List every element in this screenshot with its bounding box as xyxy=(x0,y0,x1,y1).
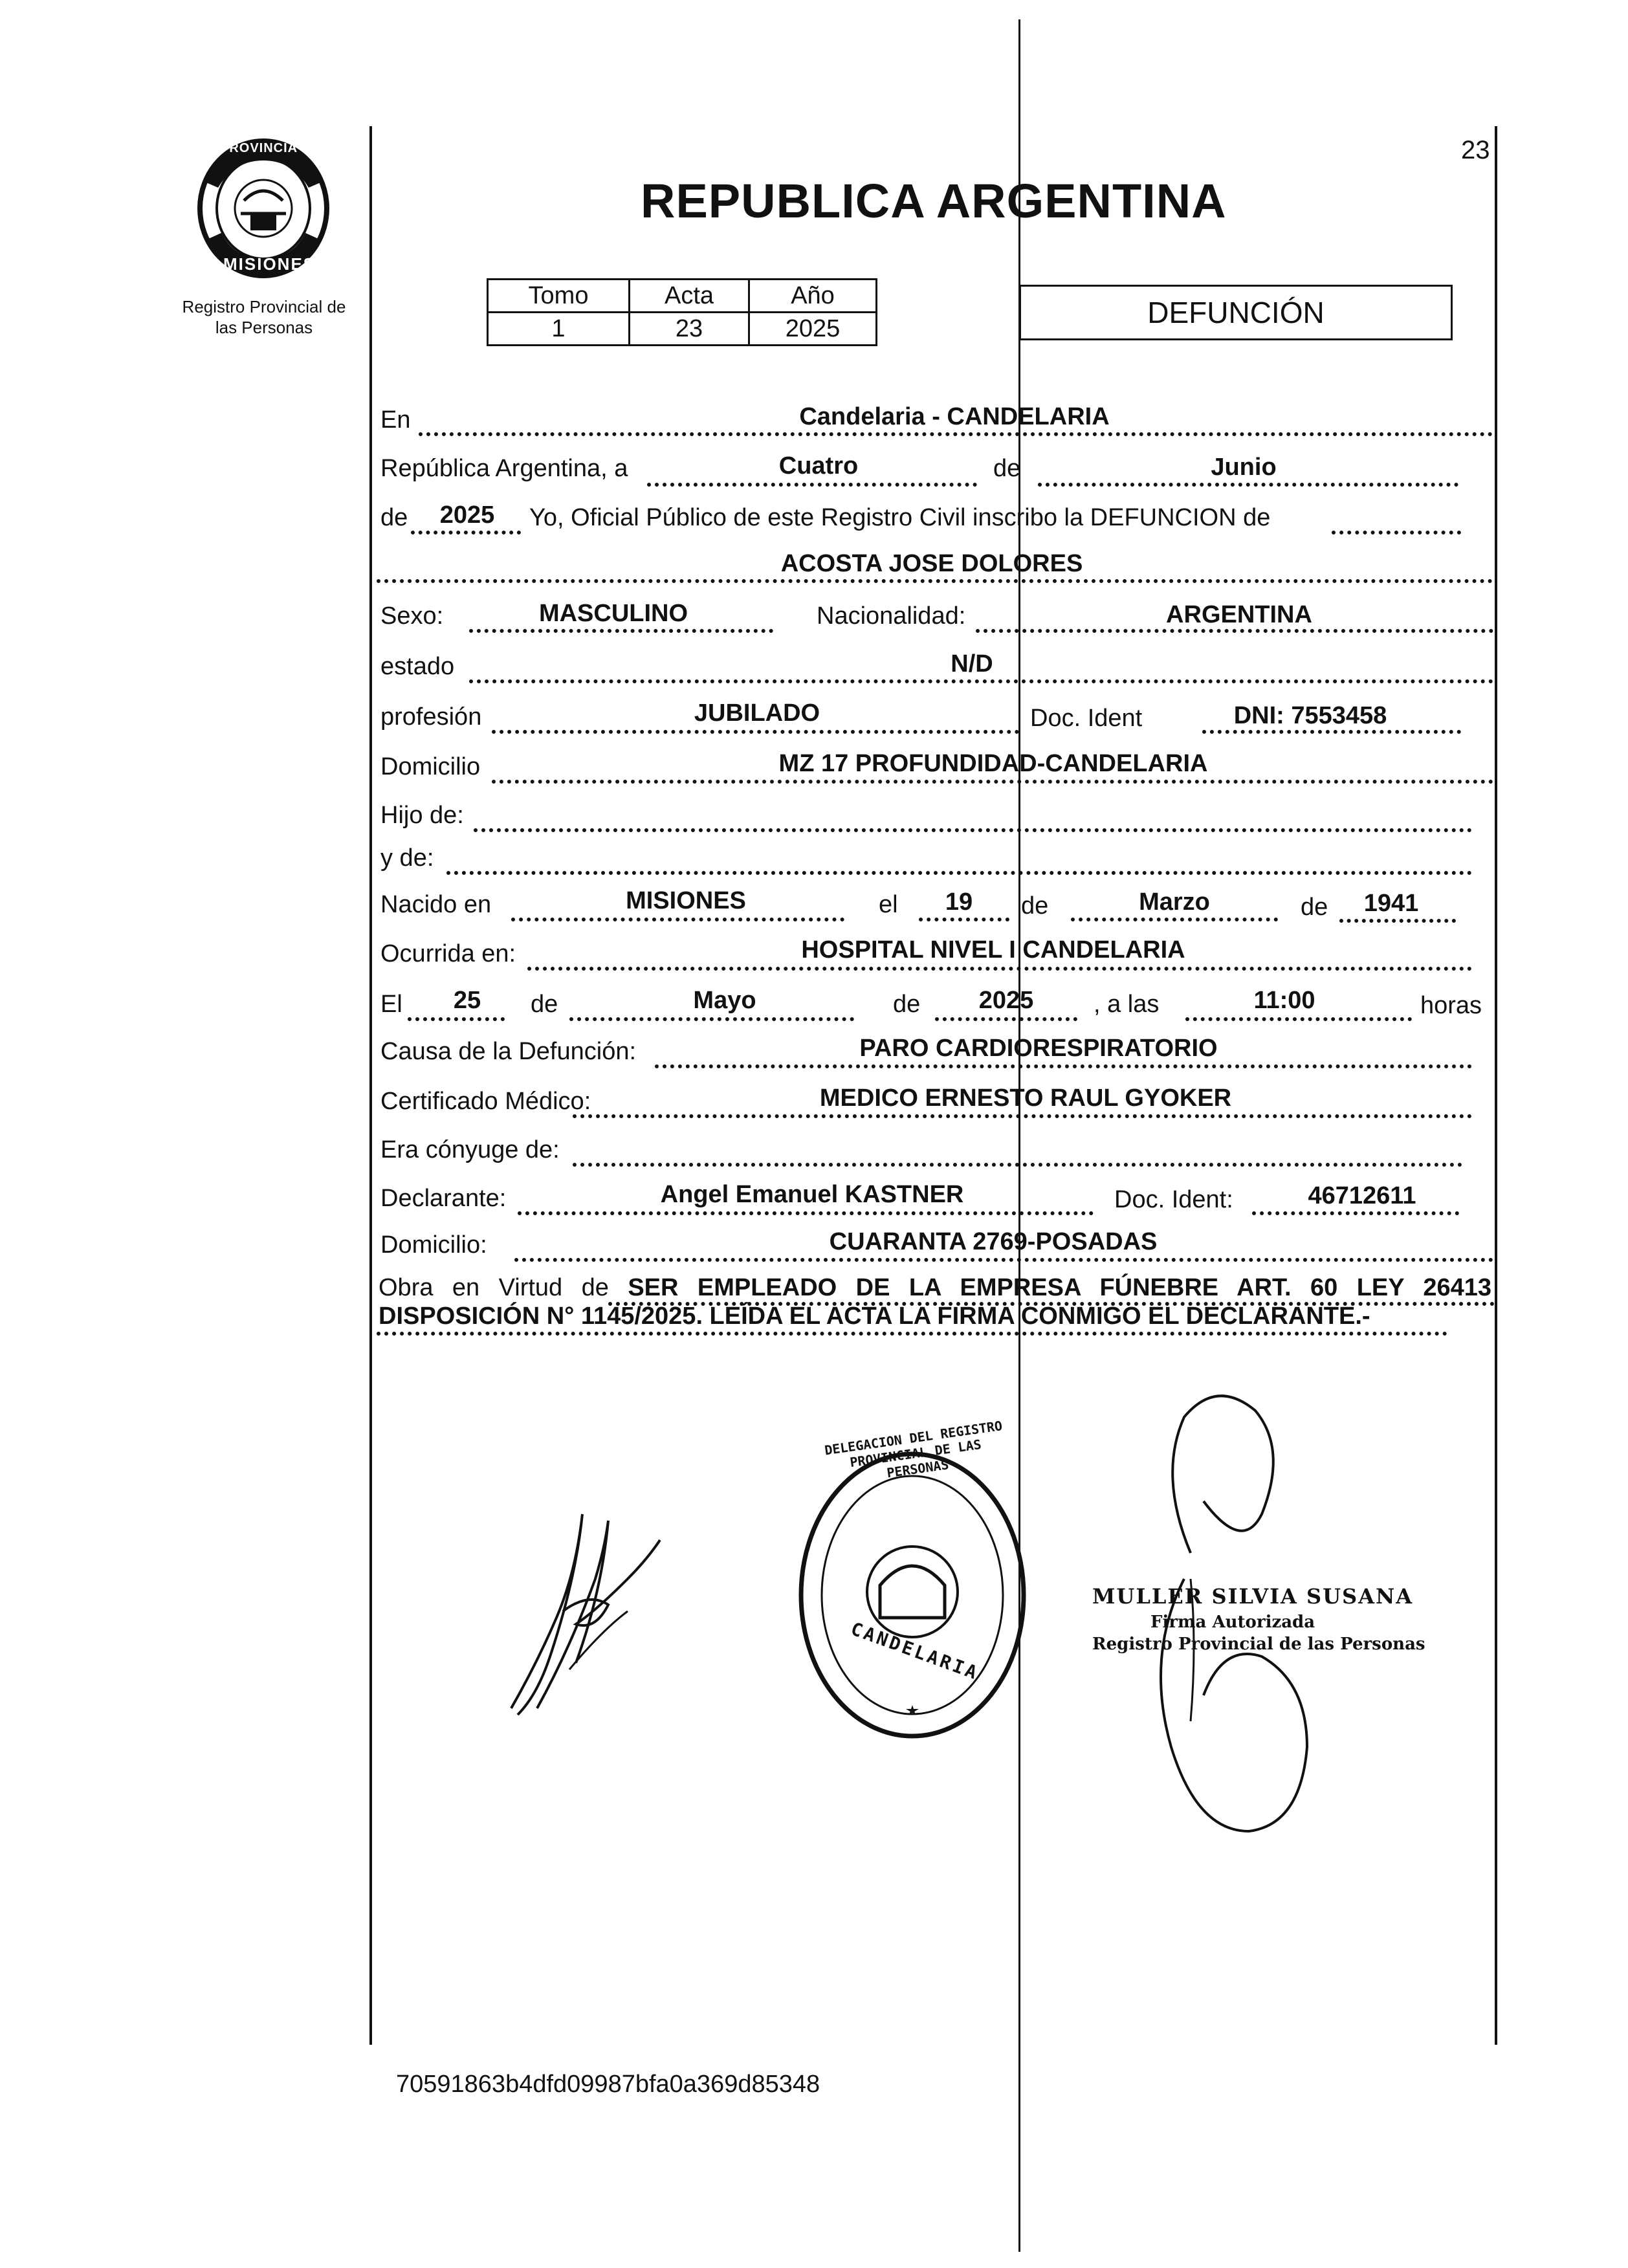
certificado-dotted-line xyxy=(573,1114,1472,1118)
de5-label: de xyxy=(531,991,558,1018)
obra-dotted-line-1 xyxy=(608,1302,1495,1306)
year-dotted-line xyxy=(411,531,521,534)
right-margin-rule xyxy=(1495,126,1497,2045)
profesion-label: profesión xyxy=(380,703,482,731)
birth-year-dotted-line xyxy=(1339,919,1456,923)
declarante-value: Angel Emanuel KASTNER xyxy=(660,1181,964,1208)
de3-label: de xyxy=(1021,892,1049,919)
domicilio-label: Domicilio xyxy=(380,753,481,780)
en-dotted-line xyxy=(419,432,1493,436)
declarant-signature xyxy=(498,1501,679,1721)
year-value: 2025 xyxy=(439,501,495,529)
ocurrida-value: HOSPITAL NIVEL I CANDELARIA xyxy=(801,936,1185,963)
death-time-dotted-line xyxy=(1185,1017,1412,1021)
profesion-value: JUBILADO xyxy=(694,699,820,727)
month-dotted-line xyxy=(1038,483,1458,487)
document-hash: 70591863b4dfd09987bfa0a369d85348 xyxy=(396,2071,820,2098)
estado-value: N/D xyxy=(951,650,993,677)
value-tomo: 1 xyxy=(488,313,630,346)
doc-ident2-value: 46712611 xyxy=(1308,1182,1416,1209)
signer-role: Firma Autorizada xyxy=(1150,1613,1315,1632)
sexo-dotted-line xyxy=(469,629,773,633)
death-year-dotted-line xyxy=(935,1017,1077,1021)
value-acta: 23 xyxy=(630,313,749,346)
value-anio: 2025 xyxy=(749,313,877,346)
death-time: 11:00 xyxy=(1253,987,1315,1014)
sexo-label: Sexo: xyxy=(380,602,444,630)
header-anio: Año xyxy=(749,280,877,313)
nacionalidad-dotted-line xyxy=(976,629,1493,633)
declarante-dotted-line xyxy=(518,1211,1094,1215)
doc-ident-label: Doc. Ident xyxy=(1030,705,1143,732)
signature-block xyxy=(1092,1584,1425,1654)
republica-label: República Argentina, a xyxy=(380,455,628,482)
estado-dotted-line xyxy=(469,679,1493,683)
seal-top-text: PROVINCIA DE xyxy=(220,141,321,155)
birth-month: Marzo xyxy=(1139,888,1210,916)
causa-label: Causa de la Defunción: xyxy=(380,1038,637,1065)
sexo-value: MASCULINO xyxy=(538,600,688,627)
header-acta: Acta xyxy=(630,280,749,313)
oficial-dotted-line xyxy=(1332,531,1461,534)
registry-name-line2: las Personas xyxy=(215,318,313,337)
domicilio-dotted-line xyxy=(492,780,1493,784)
page-number: 23 xyxy=(1461,136,1490,164)
record-table-value-row xyxy=(488,313,877,346)
ocurrida-label: Ocurrida en: xyxy=(380,940,516,967)
day-word: Cuatro xyxy=(778,452,859,479)
left-margin-rule xyxy=(369,126,372,2045)
el-label: el xyxy=(879,891,898,918)
registry-name-line1: Registro Provincial de xyxy=(182,297,346,316)
profesion-dotted-line xyxy=(492,730,1019,734)
seal-bottom-text: MISIONES xyxy=(223,254,316,274)
birth-day-dotted-line xyxy=(919,918,1009,921)
domicilio2-dotted-line xyxy=(514,1258,1493,1262)
en-label: En xyxy=(380,406,411,434)
death-day: 25 xyxy=(453,987,481,1014)
horas-label: horas xyxy=(1420,992,1482,1019)
death-year: 2025 xyxy=(978,987,1034,1014)
record-table xyxy=(487,278,877,346)
domicilio2-label: Domicilio: xyxy=(380,1231,487,1259)
doc-ident-value: DNI: 7553458 xyxy=(1233,702,1387,729)
stamp-center-text: CANDELARIA xyxy=(848,1618,982,1684)
oficial-text: Yo, Oficial Público de este Registro Civil inscribo la DEFUNCION de xyxy=(529,504,1271,531)
ocurrida-dotted-line xyxy=(527,967,1472,971)
doc-ident2-dotted-line xyxy=(1252,1211,1459,1215)
domicilio2-value: CUARANTA 2769-POSADAS xyxy=(829,1228,1158,1255)
birth-day: 19 xyxy=(945,888,973,916)
obra-text: SER EMPLEADO DE LA EMPRESA FÚNEBRE ART. 60 LEY 26413 DISPOSICIÓN N° 1145/2025. LEÍDA EL ACTA LA FIRMA CONMIGO EL DECLARANTE.- xyxy=(379,1274,1492,1330)
record-table-header-row xyxy=(488,280,877,313)
de6-label: de xyxy=(893,991,921,1018)
record-type-box xyxy=(1019,285,1453,340)
obra-label: Obra en Virtud de xyxy=(379,1274,609,1301)
month-word: Junio xyxy=(1211,454,1277,481)
name-dotted-line xyxy=(377,579,1493,583)
record-type: DEFUNCIÓN xyxy=(1147,296,1325,329)
conyuge-dotted-line xyxy=(573,1163,1462,1167)
nacionalidad-value: ARGENTINA xyxy=(1166,601,1312,628)
conyuge-label: Era cónyuge de: xyxy=(380,1136,560,1163)
certificado-value: MEDICO ERNESTO RAUL GYOKER xyxy=(819,1084,1232,1112)
certificado-label: Certificado Médico: xyxy=(380,1088,591,1115)
de2-label: de xyxy=(380,504,408,531)
hijo-dotted-line xyxy=(474,828,1472,832)
nacionalidad-label: Nacionalidad: xyxy=(817,602,966,630)
nacido-dotted-line xyxy=(511,918,844,921)
domicilio-value: MZ 17 PROFUNDIDAD-CANDELARIA xyxy=(778,750,1208,777)
death-month: Mayo xyxy=(693,987,756,1014)
a-las-label: , a las xyxy=(1094,991,1160,1018)
hijo-label: Hijo de: xyxy=(380,802,464,829)
deceased-name: ACOSTA JOSE DOLORES xyxy=(780,550,1083,577)
death-month-dotted-line xyxy=(569,1017,854,1021)
signer-name: MULLER SILVIA SUSANA xyxy=(1092,1584,1414,1609)
death-day-dotted-line xyxy=(408,1017,505,1021)
birth-month-dotted-line xyxy=(1071,918,1278,921)
obra-dotted-line-2 xyxy=(377,1332,1447,1336)
registry-name xyxy=(160,296,368,338)
signer-office: Registro Provincial de las Personas xyxy=(1092,1635,1425,1654)
header-tomo: Tomo xyxy=(488,280,630,313)
causa-dotted-line xyxy=(655,1064,1472,1068)
el2-label: El xyxy=(380,991,402,1018)
nacido-label: Nacido en xyxy=(380,891,492,918)
de4-label: de xyxy=(1301,894,1328,921)
day-dotted-line xyxy=(647,483,977,487)
stamp-ring-text: DELEGACION DEL REGISTRO PROVINCIAL DE LAS PERSONAS xyxy=(823,1418,1004,1481)
nacido-value: MISIONES xyxy=(626,887,746,914)
doc-ident2-label: Doc. Ident: xyxy=(1114,1186,1233,1213)
en-value: Candelaria - CANDELARIA xyxy=(799,403,1110,430)
causa-value: PARO CARDIORESPIRATORIO xyxy=(859,1035,1218,1062)
de1-label: de xyxy=(993,455,1021,482)
doc-ident-dotted-line xyxy=(1202,730,1461,734)
estado-label: estado xyxy=(380,653,455,680)
birth-year: 1941 xyxy=(1363,890,1419,917)
y-de-label: y de: xyxy=(380,844,434,872)
fold-crease-line xyxy=(1018,19,1020,2252)
country-title: REPUBLICA ARGENTINA xyxy=(641,174,1227,228)
y-de-dotted-line xyxy=(446,871,1472,875)
declarante-label: Declarante: xyxy=(380,1185,507,1212)
